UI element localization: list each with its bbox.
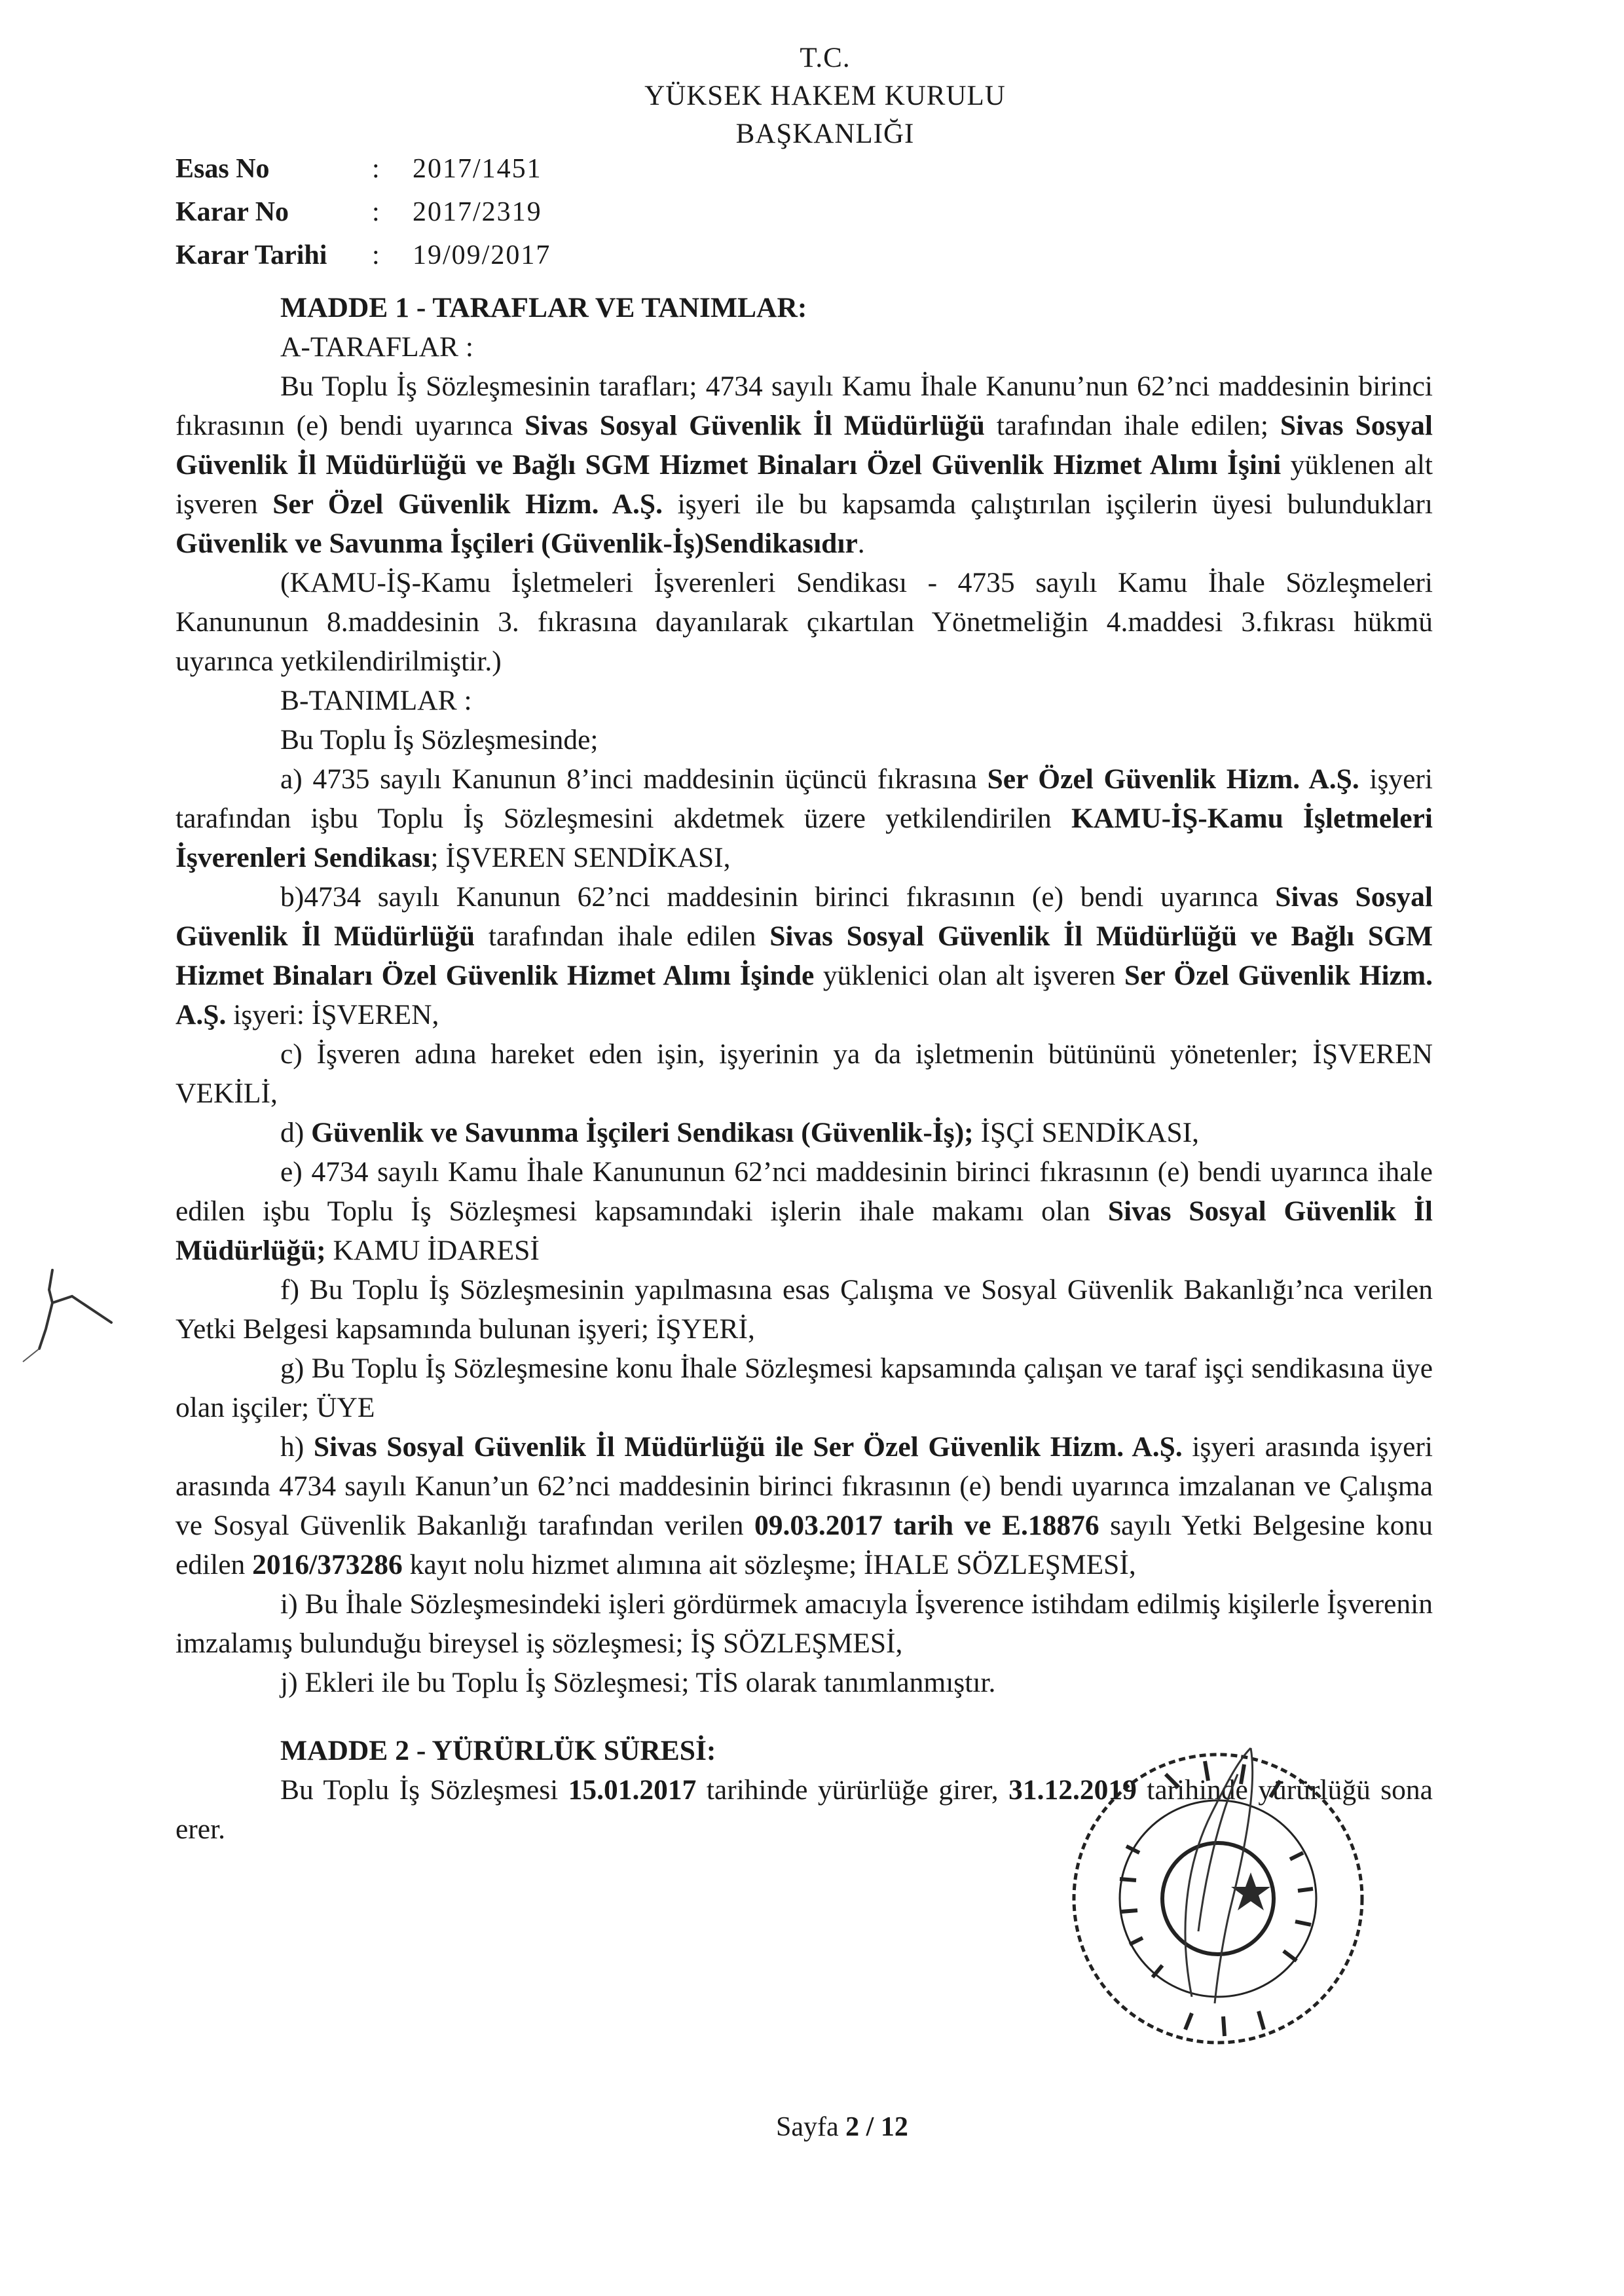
text-run-bold: 09.03.2017 tarih ve E.18876 bbox=[754, 1510, 1099, 1541]
text-run: tarihinde yürürlüğe girer, bbox=[696, 1774, 1009, 1806]
text-run-bold: KAMU-İŞ-Kamu İşletmeleri İşverenleri Sendikası bbox=[175, 803, 1433, 873]
spacer bbox=[175, 1702, 1433, 1731]
meta-row-tarih bbox=[175, 234, 551, 277]
page-current: 2 bbox=[845, 2112, 860, 2142]
definition-e bbox=[175, 1152, 1433, 1270]
definition-a bbox=[175, 759, 1433, 877]
text-run: işyeri: İŞVEREN, bbox=[226, 999, 439, 1030]
text-run-bold: Sivas Sosyal Güvenlik İl Müdürlüğü ve Bağlı SGM Hizmet Binaları Özel Güvenlik Hizmet Alımı İşinde bbox=[175, 920, 1433, 991]
text-run: d) bbox=[280, 1117, 312, 1148]
text-run: işyeri tarafından işbu Toplu İş Sözleşmesini akdetmek üzere yetkilendirilen bbox=[175, 763, 1433, 834]
text-run: Bu Toplu İş Sözleşmesinin tarafları; 4734 sayılı Kamu İhale Kanunu’nun 62’nci maddesinin birinci fıkrasının (e) bendi uyarınca bbox=[175, 371, 1433, 441]
text-run-bold: Güvenlik ve Savunma İşçileri Sendikası (Güvenlik-İş); bbox=[311, 1117, 974, 1148]
case-meta bbox=[175, 147, 551, 277]
text-run-bold: Sivas Sosyal Güvenlik İl Müdürlüğü bbox=[175, 881, 1433, 952]
meta-label: Karar Tarihi bbox=[175, 240, 327, 270]
text-run: yüklenen alt işveren bbox=[175, 449, 1433, 520]
parties-paragraph bbox=[175, 367, 1433, 563]
meta-label: Karar No bbox=[175, 197, 289, 227]
page-separator: / bbox=[859, 2112, 881, 2142]
definition-d bbox=[175, 1113, 1433, 1152]
text-run-bold: 31.12.2019 bbox=[1008, 1774, 1137, 1806]
definition-i: i) Bu İhale Sözleşmesindeki işleri gördürmek amacıyla İşverence istihdam edilmiş kişilerle İşverenin imzalamış bulunduğu bireysel iş sözleşmesi; İŞ SÖZLEŞMESİ, bbox=[175, 1588, 1433, 1659]
definitions-intro: Bu Toplu İş Sözleşmesinde; bbox=[280, 724, 599, 756]
section-b-title: B-TANIMLAR : bbox=[280, 685, 472, 716]
header-institution: YÜKSEK HAKEM KURULU bbox=[644, 81, 1006, 111]
text-run: işyeri ile bu kapsamda çalıştırılan işçilerin üyesi bulundukları bbox=[663, 488, 1433, 520]
meta-separator: : bbox=[372, 197, 380, 227]
text-run: yüklenici olan alt işveren bbox=[814, 960, 1124, 991]
meta-separator: : bbox=[372, 240, 380, 270]
text-run-bold: Ser Özel Güvenlik Hizm. A.Ş. bbox=[175, 960, 1433, 1030]
text-run-bold: Ser Özel Güvenlik Hizm. A.Ş. bbox=[272, 488, 663, 520]
definition-g: g) Bu Toplu İş Sözleşmesine konu İhale Sözleşmesi kapsamında çalışan ve taraf işçi sendikasına üye olan işçiler; ÜYE bbox=[175, 1353, 1433, 1423]
text-run: b)4734 sayılı Kanunun 62’nci maddesinin birinci fıkrasının (e) bendi uyarınca bbox=[280, 881, 1276, 913]
text-run: tarihinde yürürlüğü sona erer. bbox=[175, 1774, 1433, 1845]
text-run: tarafından ihale edilen; bbox=[984, 410, 1280, 441]
header-presidency: BAŞKANLIĞI bbox=[735, 118, 915, 149]
meta-separator: : bbox=[372, 154, 380, 184]
text-run-bold: Sivas Sosyal Güvenlik İl Müdürlüğü ile Ser Özel Güvenlik Hizm. A.Ş. bbox=[313, 1431, 1183, 1463]
margin-initials-mark bbox=[13, 1250, 131, 1381]
section-a-title: A-TARAFLAR : bbox=[280, 331, 473, 363]
page-total: 12 bbox=[880, 2112, 908, 2142]
meta-row-karar bbox=[175, 191, 551, 234]
signature-scribble bbox=[1153, 1735, 1283, 2010]
definition-f: f) Bu Toplu İş Sözleşmesinin yapılmasına esas Çalışma ve Sosyal Güvenlik Bakanlığı’nca verilen Yetki Belgesi kapsamında bulunan işyeri; İŞYERİ, bbox=[175, 1274, 1433, 1345]
definition-b bbox=[175, 877, 1433, 1034]
meta-value: 2017/2319 bbox=[413, 197, 542, 227]
text-run: tarafından ihale edilen bbox=[475, 920, 770, 952]
document-header bbox=[576, 39, 1074, 153]
text-run: h) bbox=[280, 1431, 314, 1463]
text-run: kayıt nolu hizmet alımına ait sözleşme; İHALE SÖZLEŞMESİ, bbox=[402, 1549, 1136, 1580]
page-number bbox=[776, 2111, 908, 2143]
meta-value: 19/09/2017 bbox=[413, 240, 551, 270]
text-run: sayılı Yetki Belgesine konu edilen bbox=[175, 1510, 1433, 1580]
text-run: işyeri arasında işyeri arasında 4734 sayılı Kanun’un 62’nci maddesinin birinci fıkrasının (e) bendi uyarınca imzalanan ve Çalışma ve Sosyal Güvenlik Bakanlığı tarafından verilen bbox=[175, 1431, 1433, 1541]
meta-row-esas bbox=[175, 147, 551, 191]
meta-label: Esas No bbox=[175, 154, 270, 184]
page-prefix: Sayfa bbox=[776, 2112, 846, 2142]
definition-j: j) Ekleri ile bu Toplu İş Sözleşmesi; TİS olarak tanımlanmıştır. bbox=[280, 1667, 996, 1698]
text-run: a) 4735 sayılı Kanunun 8’inci maddesinin üçüncü fıkrasına bbox=[280, 763, 987, 795]
text-run-bold: Sivas Sosyal Güvenlik İl Müdürlüğü ve Bağlı SGM Hizmet Binaları Özel Güvenlik Hizmet Alımı İşini bbox=[175, 410, 1433, 481]
text-run: e) 4734 sayılı Kamu İhale Kanununun 62’nci maddesinin birinci fıkrasının (e) bendi uyarınca ihale edilen işbu Toplu İş Sözleşmesi kapsamındaki işlerin ihale makamı olan bbox=[175, 1156, 1433, 1227]
authorization-paragraph: (KAMU-İŞ-Kamu İşletmeleri İşverenleri Sendikası - 4735 sayılı Kamu İhale Sözleşmeleri Kanununun 8.maddesinin 3. fıkrasına dayanılarak çıkartılan Yönetmeliğin 4.maddesi 3.fıkrası hükmü uyarınca yetkilendirilmiştir.) bbox=[175, 567, 1433, 677]
text-run-bold: 15.01.2017 bbox=[568, 1774, 697, 1806]
definition-c: c) İşveren adına hareket eden işin, işyerinin ya da işletmenin bütününü yönetenler; İŞVEREN VEKİLİ, bbox=[175, 1038, 1433, 1109]
meta-value: 2017/1451 bbox=[413, 154, 542, 184]
text-run-bold: Güvenlik ve Savunma İşçileri (Güvenlik-İş)Sendikasıdır bbox=[175, 528, 858, 559]
document-body bbox=[175, 288, 1433, 1849]
definition-h bbox=[175, 1427, 1433, 1584]
text-run: . bbox=[857, 528, 865, 559]
text-run: İŞÇİ SENDİKASI, bbox=[973, 1117, 1200, 1148]
text-run: Bu Toplu İş Sözleşmesi bbox=[280, 1774, 568, 1806]
text-run-bold: Sivas Sosyal Güvenlik İl Müdürlüğü; bbox=[175, 1195, 1433, 1266]
text-run-bold: Sivas Sosyal Güvenlik İl Müdürlüğü bbox=[525, 410, 985, 441]
text-run: KAMU İDARESİ bbox=[325, 1235, 540, 1266]
text-run-bold: Ser Özel Güvenlik Hizm. A.Ş. bbox=[987, 763, 1359, 795]
header-tc: T.C. bbox=[800, 43, 851, 73]
text-run-bold: 2016/373286 bbox=[252, 1549, 403, 1580]
article-2-title: MADDE 2 - YÜRÜRLÜK SÜRESİ: bbox=[280, 1735, 716, 1766]
article-1-title: MADDE 1 - TARAFLAR VE TANIMLAR: bbox=[280, 292, 807, 323]
text-run: ; İŞVEREN SENDİKASI, bbox=[430, 842, 731, 873]
